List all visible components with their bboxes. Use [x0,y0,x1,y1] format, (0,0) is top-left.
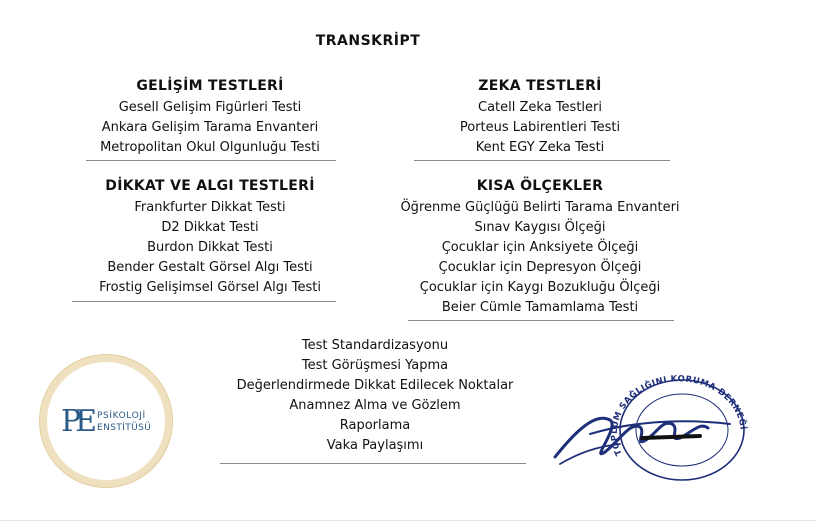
list-item: Çocuklar için Anksiyete Ölçeği [441,240,639,255]
section-gelisim-testleri [80,76,340,158]
list-item: Öğrenme Güçlüğü Belirti Tarama Envanteri [400,200,680,215]
list-item: Sınav Kaygısı Ölçeği [474,220,606,235]
section-genel-konular [210,336,540,456]
list-item: Ankara Gelişim Tarama Envanteri [101,120,319,135]
section-divider [408,320,674,321]
list-item: Vaka Paylaşımı [326,438,424,453]
list-item: Beier Cümle Tamamlama Testi [441,300,639,315]
section-kisa-olcekler [390,176,690,318]
list-item: Catell Zeka Testleri [478,100,602,115]
logo-text: PSİKOLOJİ [97,411,146,421]
list-item: Frankfurter Dikkat Testi [134,200,286,215]
list-item: Bender Gestalt Görsel Algı Testi [107,260,313,275]
list-item: Gesell Gelişim Figürleri Testi [118,100,302,115]
section-heading: ZEKA TESTLERİ [478,78,602,94]
list-item: Kent EGY Zeka Testi [475,140,605,155]
section-divider [86,160,336,161]
list-item: Porteus Labirentleri Testi [459,120,621,135]
section-zeka-testleri [410,76,670,158]
list-item: Çocuklar için Kaygı Bozukluğu Ölçeği [419,280,661,295]
section-divider [220,463,526,464]
svg-text:TOPLUM SAĞLIĞINI KORUMA DERNEĞ: TOPLUM SAĞLIĞINI KORUMA DERNEĞİ [609,374,748,457]
list-item: Burdon Dikkat Testi [147,240,273,255]
list-item: Raporlama [339,418,411,433]
psikoloji-enstitusu-logo-icon [40,355,172,487]
list-item: D2 Dikkat Testi [161,220,259,235]
logo-mark: PE [61,404,92,439]
section-heading: DİKKAT VE ALGI TESTLERİ [105,178,315,194]
section-dikkat-ve-algi-testleri [80,176,340,298]
list-item: Test Standardizasyonu [301,338,449,353]
list-item: Çocuklar için Depresyon Ölçeği [438,260,642,275]
section-divider [414,160,670,161]
list-item: Anamnez Alma ve Gözlem [289,398,461,413]
organization-stamp-icon [550,372,750,482]
section-heading: GELİŞİM TESTLERİ [136,78,284,94]
document-title: TRANSKRİPT [315,33,421,49]
list-item: Frostig Gelişimsel Görsel Algı Testi [99,280,321,295]
section-divider [72,301,336,302]
logo-text: ENSTİTÜSÜ [97,423,152,433]
list-item: Metropolitan Okul Olgunluğu Testi [100,140,320,155]
list-item: Değerlendirmede Dikkat Edilecek Noktalar [236,378,514,393]
list-item: Test Görüşmesi Yapma [301,358,449,373]
section-heading: KISA ÖLÇEKLER [476,178,604,194]
page-bottom-border [0,520,816,521]
